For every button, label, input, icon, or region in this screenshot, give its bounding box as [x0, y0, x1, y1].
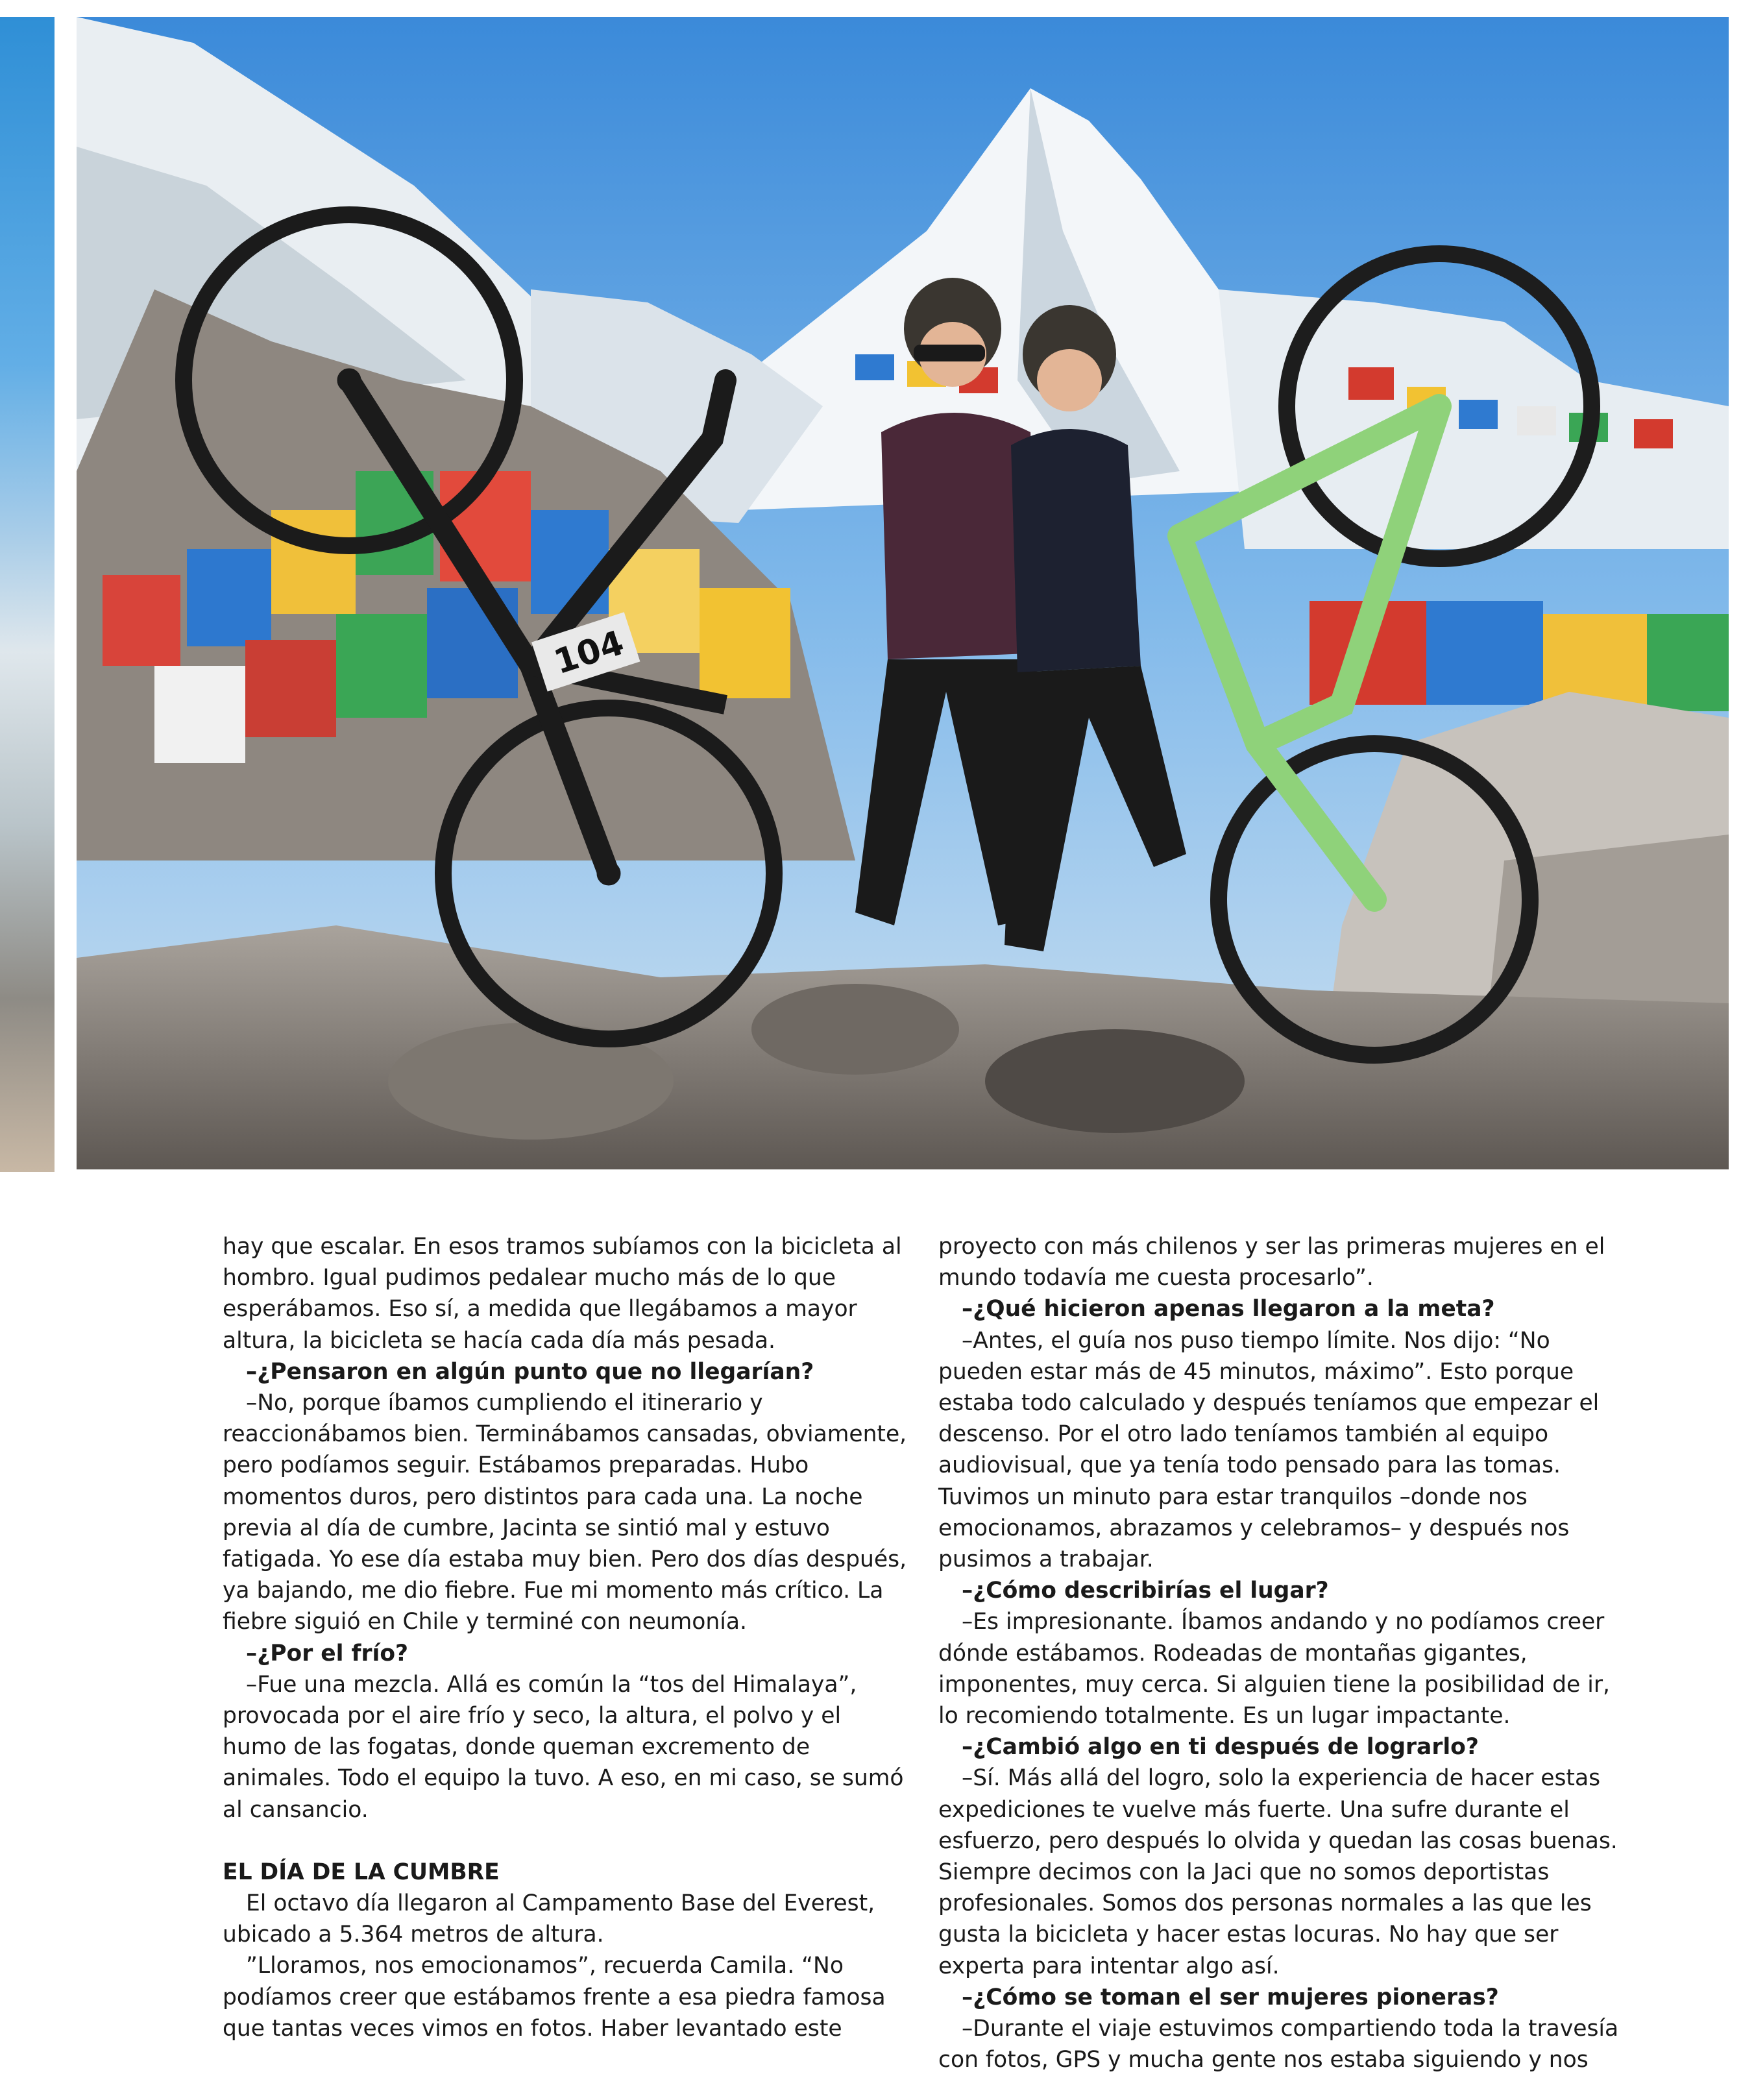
- hero-photo: [77, 17, 1729, 1169]
- photo-illustration: [77, 17, 1729, 1169]
- paragraph: –Fue una mezcla. Allá es común la “tos del Himalaya”, provocada por el aire frío y seco, la altura, el polvo y el humo de las fogatas, donde queman excremento de animales. Todo el equipo la tuvo. A eso, en mi caso, se sumó al cansancio.: [223, 1671, 904, 1823]
- article-column-left: [223, 1231, 910, 2044]
- paragraph: –Es impresionante. Íbamos andando y no podíamos creer dónde estábamos. Rodeadas de montañas gigantes, imponentes, muy cerca. Si alguien tiene la posibilidad de ir, lo recomiendo totalmente. Es un lugar impactante.: [938, 1609, 1610, 1729]
- section-heading: EL DÍA DE LA CUMBRE: [223, 1859, 500, 1885]
- paragraph: El octavo día llegaron al Campamento Base del Everest, ubicado a 5.364 metros de altura.: [223, 1890, 875, 1948]
- interview-question: –¿Cambió algo en ti después de lograrlo?: [962, 1734, 1479, 1761]
- paragraph: –Durante el viaje estuvimos compartiendo toda la travesía con fotos, GPS y mucha gente nos estaba siguiendo y nos: [938, 2016, 1619, 2073]
- article-column-right: [938, 1231, 1626, 2075]
- interview-question: –¿Cómo se toman el ser mujeres pioneras?: [962, 1984, 1499, 2010]
- interview-question: –¿Por el frío?: [246, 1640, 409, 1667]
- paragraph: –Sí. Más allá del logro, solo la experiencia de hacer estas expediciones te vuelve más fuerte. Una sufre durante el esfuerzo, pero después lo olvida y quedan las cosas buenas. Siempre decimos con la Jaci que no somos deportistas profesionales. Somos dos personas normales a las que les gusta la bicicleta y hacer estas locuras. No hay que ser experta para intentar algo así.: [938, 1765, 1618, 1979]
- left-photo-strip: [0, 17, 55, 1172]
- paragraph: –No, porque íbamos cumpliendo el itinerario y reaccionábamos bien. Terminábamos cansadas, obviamente, pero podíamos seguir. Estábamos preparadas. Hubo momentos duros, pero distintos para cada una. La noche previa al día de cumbre, Jacinta se sintió mal y estuvo fatigada. Yo ese día estaba muy bien. Pero dos días después, ya bajando, me dio fiebre. Fue mi momento más crítico. La fiebre siguió en Chile y terminé con neumonía.: [223, 1390, 907, 1635]
- interview-question: –¿Pensaron en algún punto que no llegarían?: [246, 1358, 814, 1385]
- paragraph: proyecto con más chilenos y ser las primeras mujeres en el mundo todavía me cuesta procesarlo”.: [938, 1234, 1605, 1291]
- paragraph: ”Lloramos, nos emocionamos”, recuerda Camila. “No podíamos creer que estábamos frente a esa piedra famosa que tantas veces vimos en fotos. Haber levantado este: [223, 1953, 886, 2042]
- bib-number: 104: [549, 623, 629, 683]
- interview-question: –¿Cómo describirías el lugar?: [962, 1578, 1329, 1604]
- paragraph: –Antes, el guía nos puso tiempo límite. Nos dijo: “No pueden estar más de 45 minutos, máximo”. Esto porque estaba todo calculado y después teníamos que empezar el descenso. Por el otro lado teníamos también al equipo audiovisual, que ya tenía todo pensado para las tomas. Tuvimos un minuto para estar tranquilos –donde nos emocionamos, abrazamos y celebramos– y después nos pusimos a trabajar.: [938, 1327, 1600, 1573]
- interview-question: –¿Qué hicieron apenas llegaron a la meta?: [962, 1296, 1495, 1323]
- paragraph: hay que escalar. En esos tramos subíamos con la bicicleta al hombro. Igual pudimos pedalear mucho más de lo que esperábamos. Eso sí, a medida que llegábamos a mayor altura, la bicicleta se hacía cada día más pesada.: [223, 1234, 902, 1354]
